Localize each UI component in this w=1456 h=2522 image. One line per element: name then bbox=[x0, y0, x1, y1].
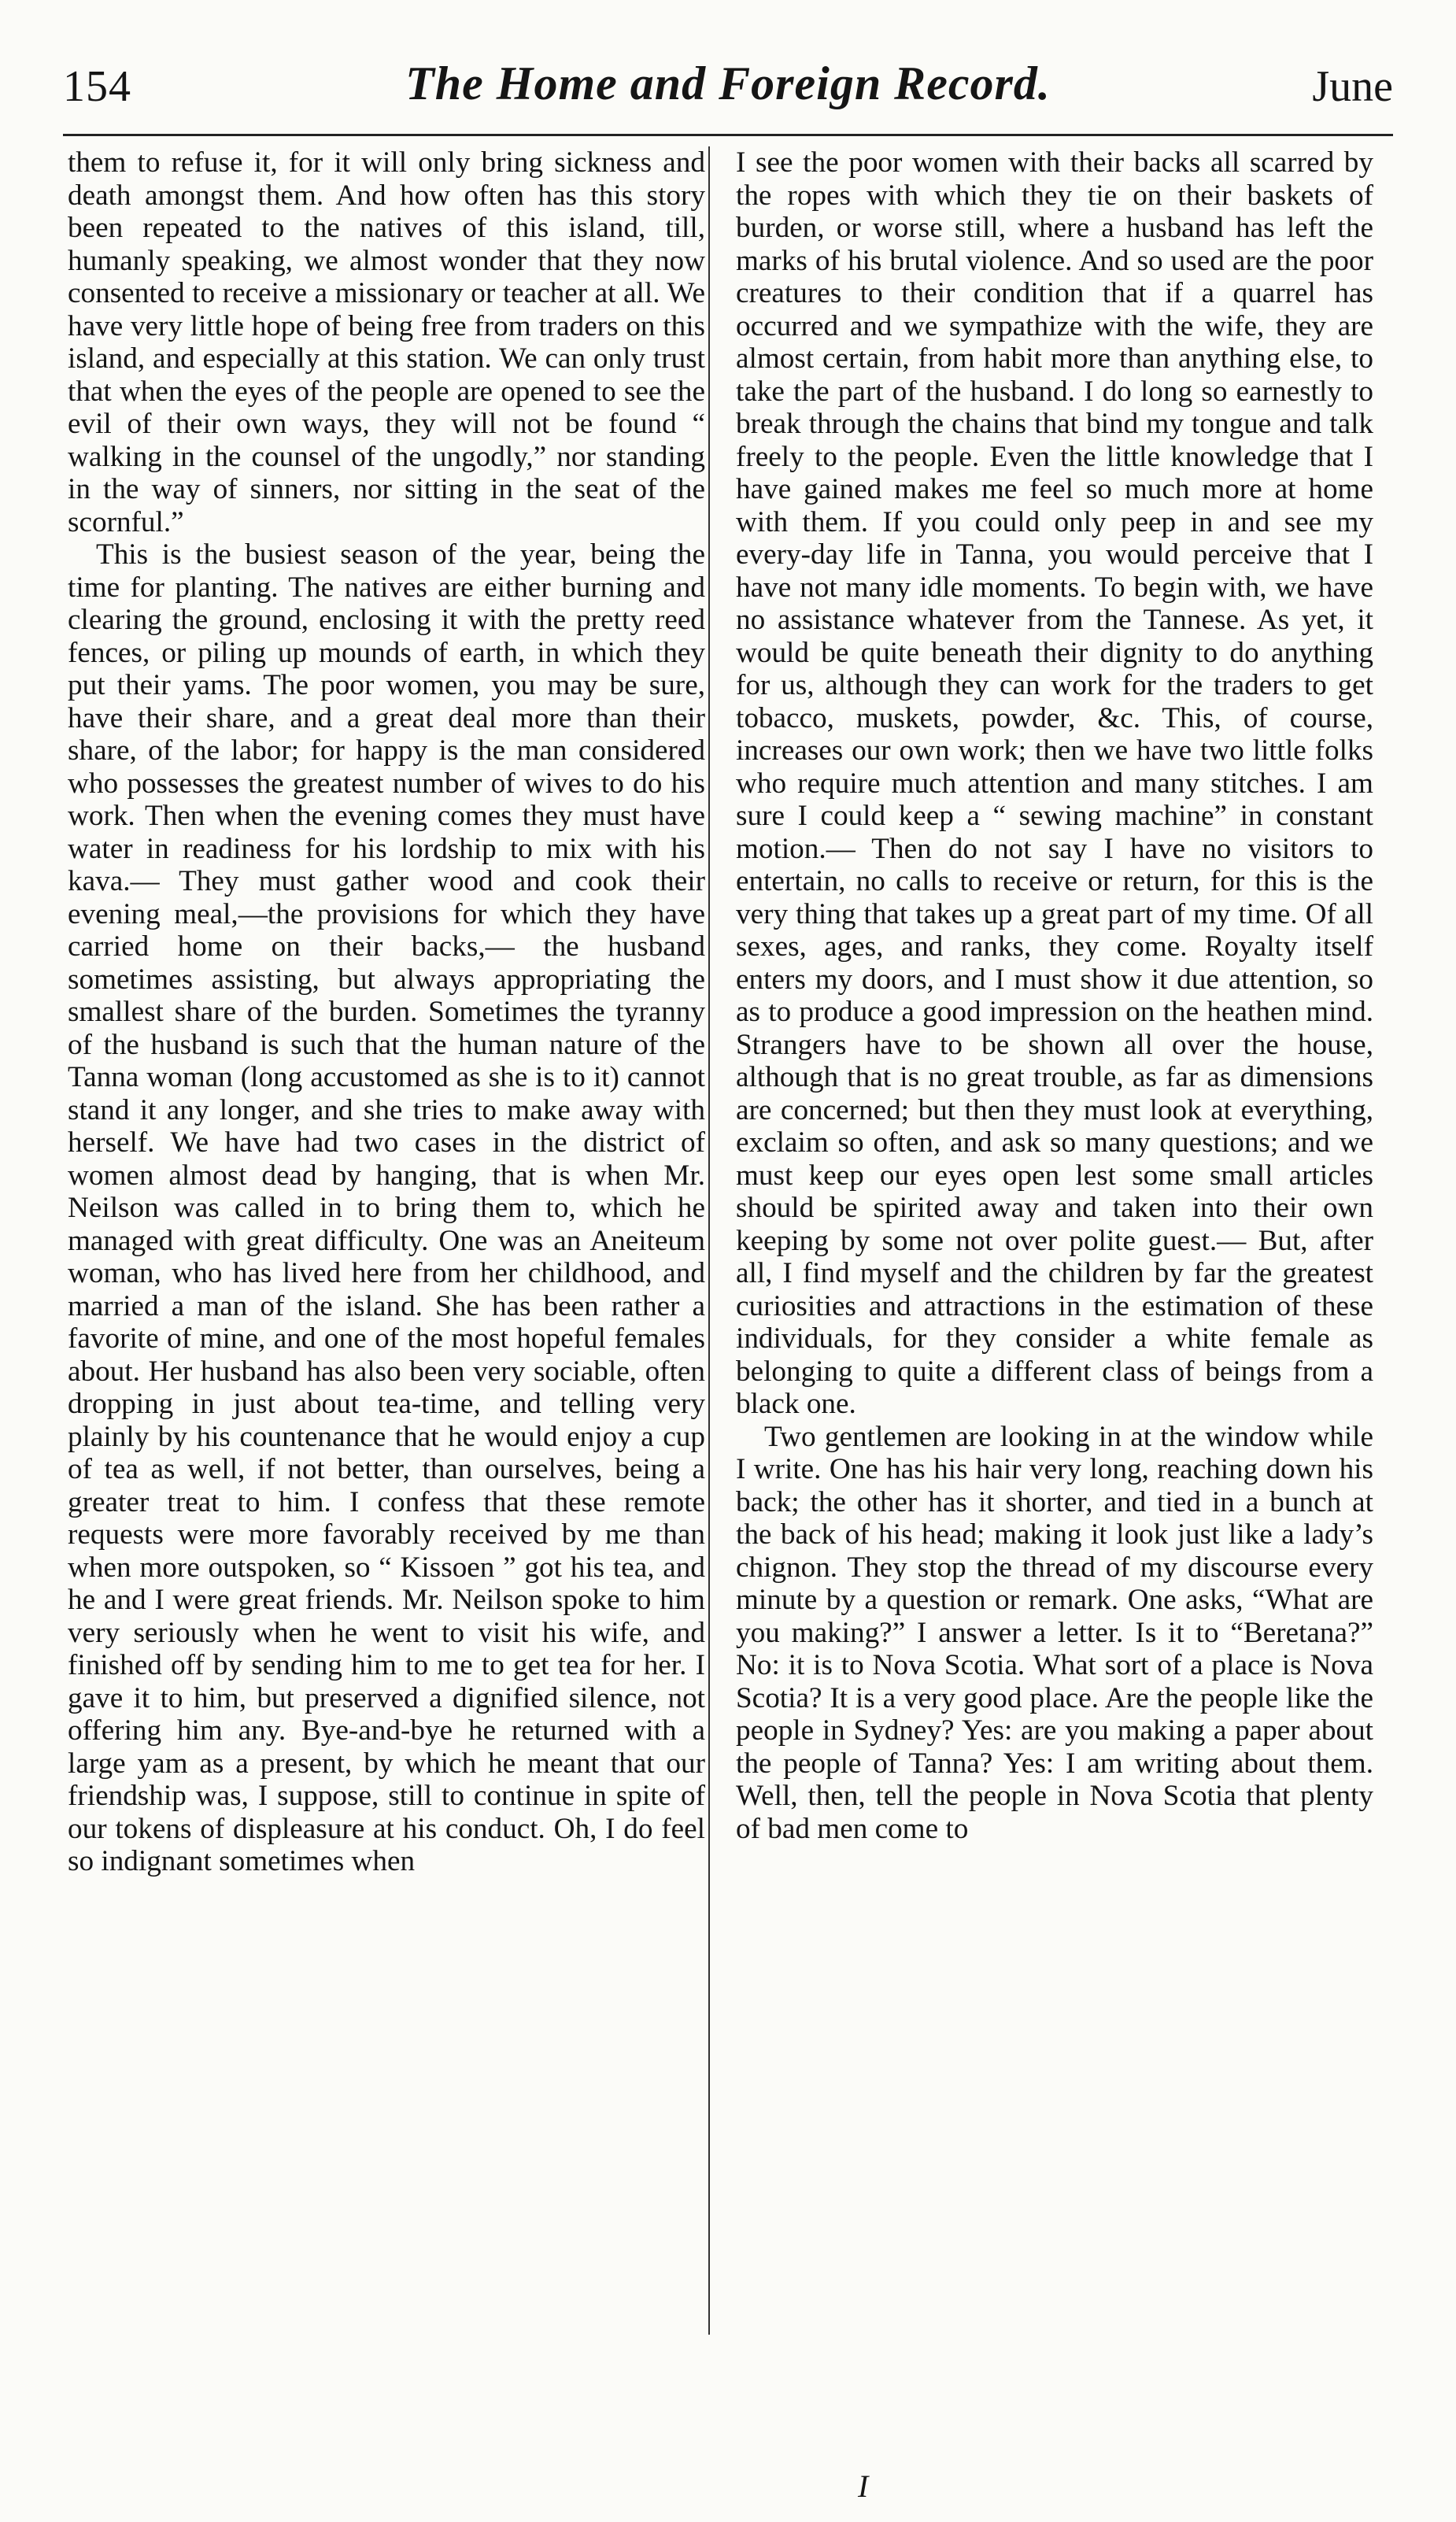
left-column bbox=[68, 146, 705, 2335]
page-number: 154 bbox=[63, 62, 131, 111]
journal-title: The Home and Foreign Record. bbox=[405, 57, 1051, 109]
header-rule bbox=[63, 134, 1393, 136]
paragraph: them to refuse it, for it will only bring sickness and death amongst them. And how often has this story been repeated to the natives of this island, till, humanly speaking, we almost wonder that they now consented to receive a missionary or teacher at all. We have very little hope of being free from traders on this island, and especially at this station. We can only trust that when the eyes of the people are opened to see the evil of their own ways, they will not be found “ walking in the counsel of the ungodly,” nor standing in the way of sinners, nor sitting in the seat of the scornful.” bbox=[68, 146, 705, 538]
right-column bbox=[736, 146, 1373, 2335]
paragraph: I see the poor women with their backs all scarred by the ropes with which they tie on their baskets of burden, or worse still, where a husband has left the marks of his brutal violence. And so used are the poor creatures to their condition that if a quarrel has occurred and we sympathize with the wife, they are almost certain, from habit more than anything else, to take the part of the husband. I do long so earnestly to break through the chains that bind my tongue and talk freely to the people. Even the little knowledge that I have gained makes me feel so much more at home with them. If you could only peep in and see my every-day life in Tanna, you would perceive that I have not many idle moments. To begin with, we have no assistance whatever from the Tannese. As yet, it would be quite beneath their dignity to do anything for us, although they can work for the traders to get tobacco, muskets, powder, &c. This, of course, increases our own work; then we have two little folks who require much attention and many stitches. I am sure I could keep a “ sewing machine” in constant motion.— Then do not say I have no visitors to entertain, no calls to receive or return, for this is the very thing that takes up a great part of my time. Of all sexes, ages, and ranks, they come. Royalty itself enters my doors, and I must show it due attention, so as to produce a good impression on the heathen mind. Strangers have to be shown all over the house, although that is no great trouble, as far as dimensions are concerned; but then they must look at everything, exclaim so often, and ask so many questions; and we must keep our eyes open lest some small articles should be spirited away and taken into their own keeping by some not over polite guest.— But, after all, I find myself and the children by far the greatest curiosities and attractions in the estimation of these individuals, for they consider a white female as belonging to quite a different class of beings from a black one. bbox=[736, 146, 1373, 1420]
issue-month: June bbox=[1312, 62, 1393, 111]
paragraph: This is the busiest season of the year, being the time for planting. The natives are either burning and clearing the ground, enclosing it with the pretty reed fences, or piling up mounds of earth, in which they put their yams. The poor women, you may be sure, have their share, and a great deal more than their share, of the labor; for happy is the man considered who possesses the greatest number of wives to do his work. Then when the evening comes they must have water in readiness for his lordship to mix with his kava.— They must gather wood and cook their evening meal,—the provisions for which they have carried home on their backs,— the husband sometimes assisting, but always appropriating the smallest share of the burden. Sometimes the tyranny of the husband is such that the human nature of the Tanna woman (long accustomed as she is to it) cannot stand it any longer, and she tries to make away with herself. We have had two cases in the district of women almost dead by hanging, that is when Mr. Neilson was called in to bring them to, which he managed with great difficulty. One was an Aneiteum woman, who has lived here from her childhood, and married a man of the island. She has been rather a favorite of mine, and one of the most hopeful females about. Her husband has also been very sociable, often dropping in just about tea-time, and telling very plainly by his countenance that he would enjoy a cup of tea as well, if not better, than ourselves, being a greater treat to him. I confess that these remote requests were more favorably received by me than when more outspoken, so “ Kissoen ” got his tea, and he and I were great friends. Mr. Neilson spoke to him very seriously when he went to visit his wife, and finished off by sending him to me to get tea for her. I gave it to him, but preserved a dignified silence, not offering him any. Bye-and-bye he returned with a large yam as a present, by which he meant that our friendship was, I suppose, still to continue in spite of our tokens of displeasure at his conduct. Oh, I do feel so indignant sometimes when bbox=[68, 538, 705, 1877]
column-divider bbox=[708, 146, 710, 2335]
paragraph: Two gentlemen are looking in at the window while I write. One has his hair very long, reaching down his back; the other has it shorter, and tied in a bunch at the back of his head; making it look just like a lady’s chignon. They stop the thread of my discourse every minute by a question or remark. One asks, “What are you making?” I answer a letter. Is it to “Beretana?” No: it is to Nova Scotia. What sort of a place is Nova Scotia? It is a very good place. Are the people like the people in Sydney? Yes: are you making a paper about the people of Tanna? Yes: I am writing about them. Well, then, tell the people in Nova Scotia that plenty of bad men come to bbox=[736, 1420, 1373, 1845]
footer-mark: I bbox=[858, 2468, 869, 2504]
page-header bbox=[63, 57, 1393, 120]
